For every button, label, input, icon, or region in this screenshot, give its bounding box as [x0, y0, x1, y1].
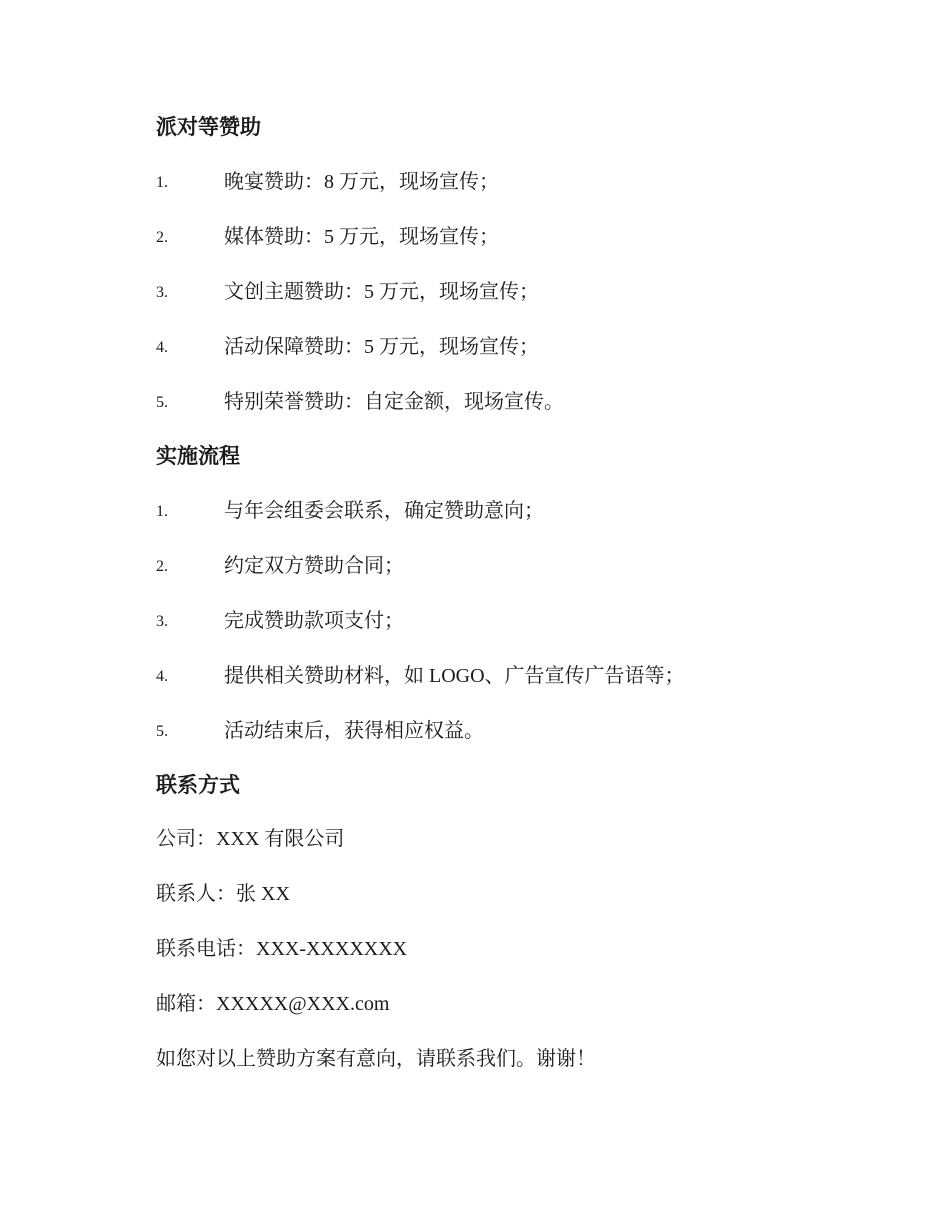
list-item-text: 提供相关赞助材料，如 LOGO、广告宣传广告语等； — [224, 665, 685, 687]
list-number: 5. — [156, 394, 168, 411]
list-number: 5. — [156, 723, 168, 740]
list-number: 1. — [156, 503, 168, 520]
section-heading-sponsorship: 派对等赞助 — [156, 115, 261, 139]
list-item — [156, 662, 856, 690]
list-number: 4. — [156, 339, 168, 356]
list-number: 2. — [156, 558, 168, 575]
list-number: 2. — [156, 229, 168, 246]
list-item-text: 特别荣誉赞助：自定金额，现场宣传。 — [224, 391, 564, 413]
list-item-text: 媒体赞助：5 万元，现场宣传； — [224, 226, 499, 248]
list-item-text: 晚宴赞助：8 万元，现场宣传； — [224, 171, 499, 193]
list-number: 4. — [156, 668, 168, 685]
contact-person: 联系人：张 XX — [156, 883, 290, 905]
list-item-text: 活动结束后，获得相应权益。 — [224, 720, 484, 742]
list-item — [156, 552, 856, 580]
list-item-text: 文创主题赞助：5 万元，现场宣传； — [224, 281, 539, 303]
contact-phone: 联系电话：XXX-XXXXXXX — [156, 938, 408, 960]
list-item — [156, 388, 856, 416]
list-number: 3. — [156, 613, 168, 630]
list-number: 3. — [156, 284, 168, 301]
list-item-text: 约定双方赞助合同； — [224, 555, 404, 577]
list-item — [156, 278, 856, 306]
list-item-text: 活动保障赞助：5 万元，现场宣传； — [224, 336, 539, 358]
list-item-text: 与年会组委会联系，确定赞助意向； — [224, 500, 544, 522]
list-item-text: 完成赞助款项支付； — [224, 610, 404, 632]
list-item — [156, 333, 856, 361]
closing-note: 如您对以上赞助方案有意向，请联系我们。谢谢！ — [156, 1048, 596, 1070]
section-heading-contact: 联系方式 — [156, 773, 240, 797]
section-heading-process: 实施流程 — [156, 444, 240, 468]
list-number: 1. — [156, 174, 168, 191]
list-item — [156, 223, 856, 251]
contact-email: 邮箱：XXXXX@XXX.com — [156, 993, 390, 1015]
contact-company: 公司：XXX 有限公司 — [156, 828, 345, 850]
list-item — [156, 497, 856, 525]
list-item — [156, 717, 856, 745]
list-item — [156, 168, 856, 196]
list-item — [156, 607, 856, 635]
